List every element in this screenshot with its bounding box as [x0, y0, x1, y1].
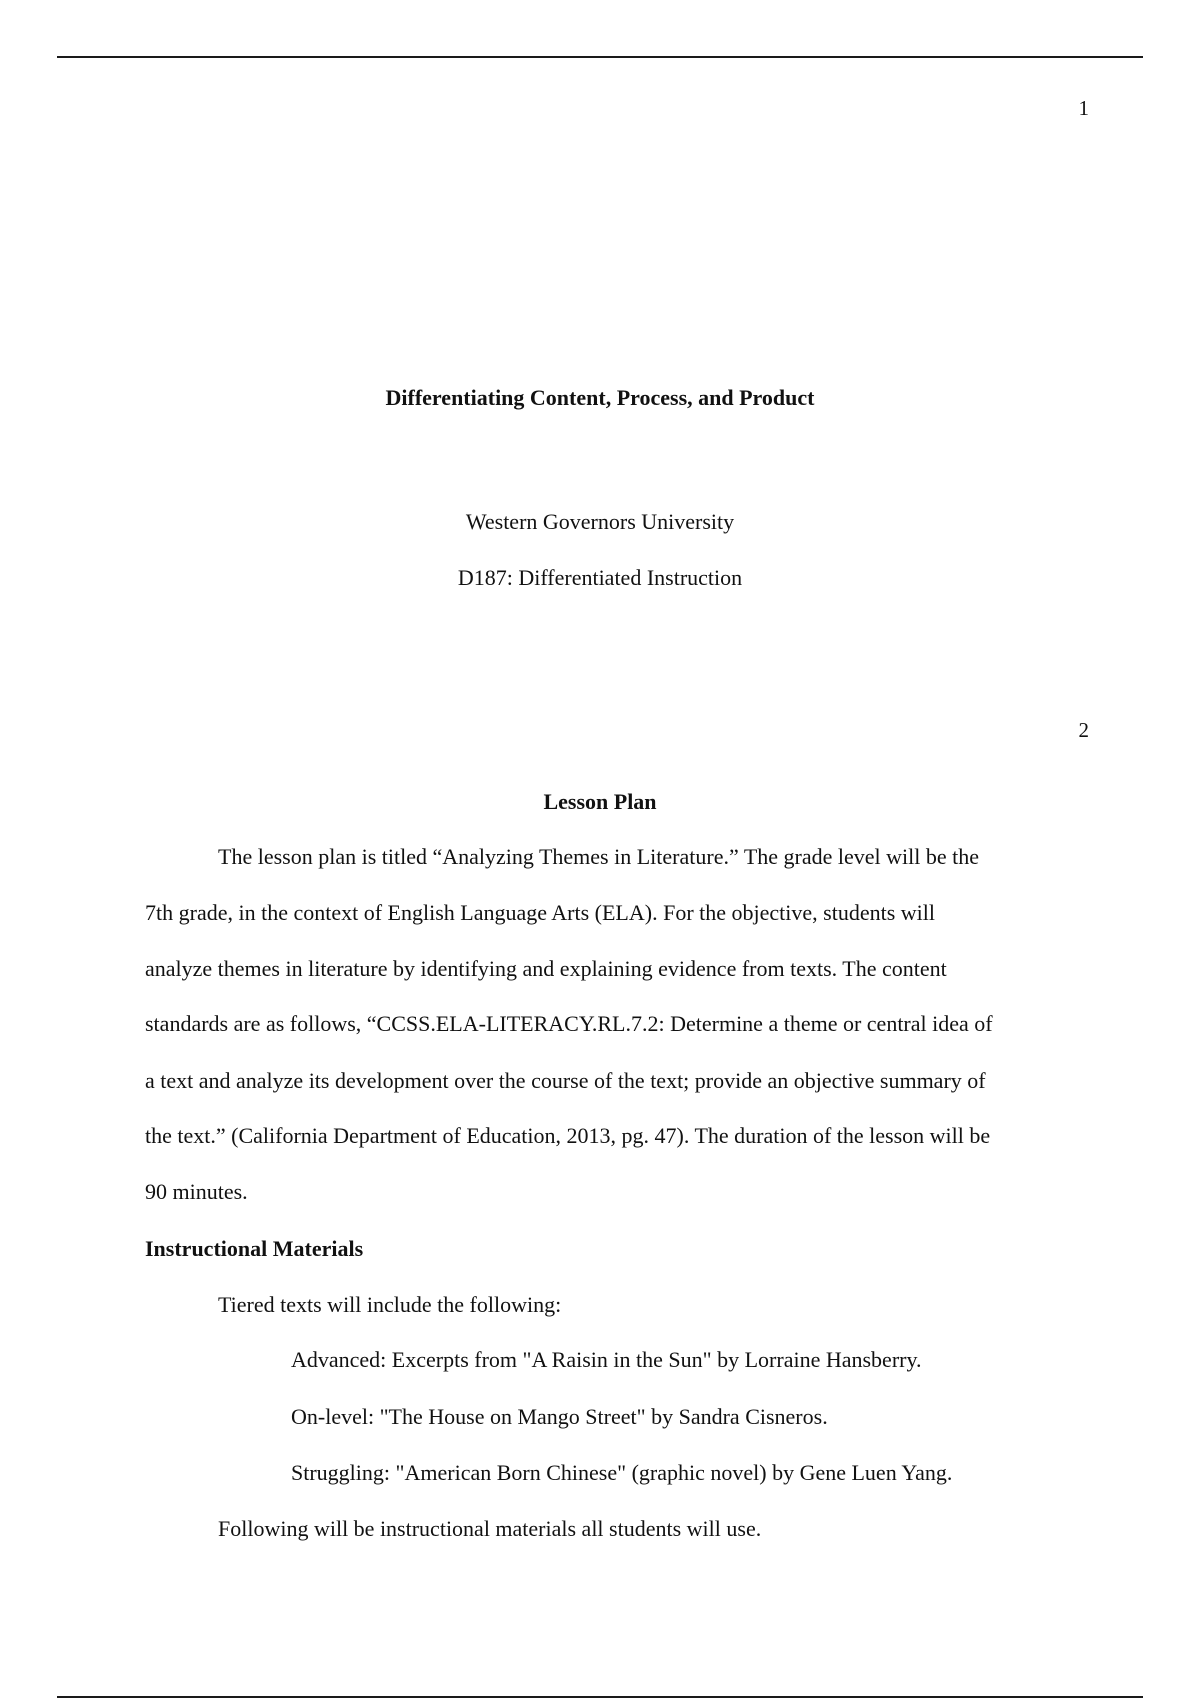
course-name: D187: Differentiated Instruction: [457, 565, 743, 590]
paragraph-line: analyze themes in literature by identifying and explaining evidence from texts. The content: [145, 956, 947, 981]
page-bottom-rule: [57, 1696, 1143, 1698]
list-item: Advanced: Excerpts from "A Raisin in the Sun" by Lorraine Hansberry.: [291, 1347, 922, 1372]
paragraph-line: a text and analyze its development over the course of the text; provide an objective summary of: [145, 1068, 986, 1093]
paragraph-line: 7th grade, in the context of English Language Arts (ELA). For the objective, students will: [145, 900, 935, 925]
document-title: Differentiating Content, Process, and Product: [385, 385, 815, 410]
institution-name: Western Governors University: [465, 509, 735, 534]
paragraph-line: 90 minutes.: [145, 1179, 248, 1204]
page-top-rule: [57, 56, 1143, 58]
section-heading-lesson-plan: Lesson Plan: [543, 789, 657, 814]
list-item: On-level: "The House on Mango Street" by Sandra Cisneros.: [291, 1404, 828, 1429]
list-item: Struggling: "American Born Chinese" (graphic novel) by Gene Luen Yang.: [291, 1460, 953, 1485]
tiered-texts-intro: Tiered texts will include the following:: [218, 1292, 562, 1317]
paragraph-line: standards are as follows, “CCSS.ELA-LITERACY.RL.7.2: Determine a theme or central idea of: [145, 1011, 993, 1036]
paragraph-line: the text.” (California Department of Education, 2013, pg. 47). The duration of the lesson will be: [145, 1123, 991, 1148]
materials-closing-line: Following will be instructional materials all students will use.: [218, 1516, 762, 1541]
page-number-1: 1: [1078, 96, 1089, 120]
paragraph-line: The lesson plan is titled “Analyzing Themes in Literature.” The grade level will be the: [218, 844, 979, 869]
page-number-2: 2: [1078, 718, 1089, 742]
subheading-instructional-materials: Instructional Materials: [145, 1236, 364, 1261]
